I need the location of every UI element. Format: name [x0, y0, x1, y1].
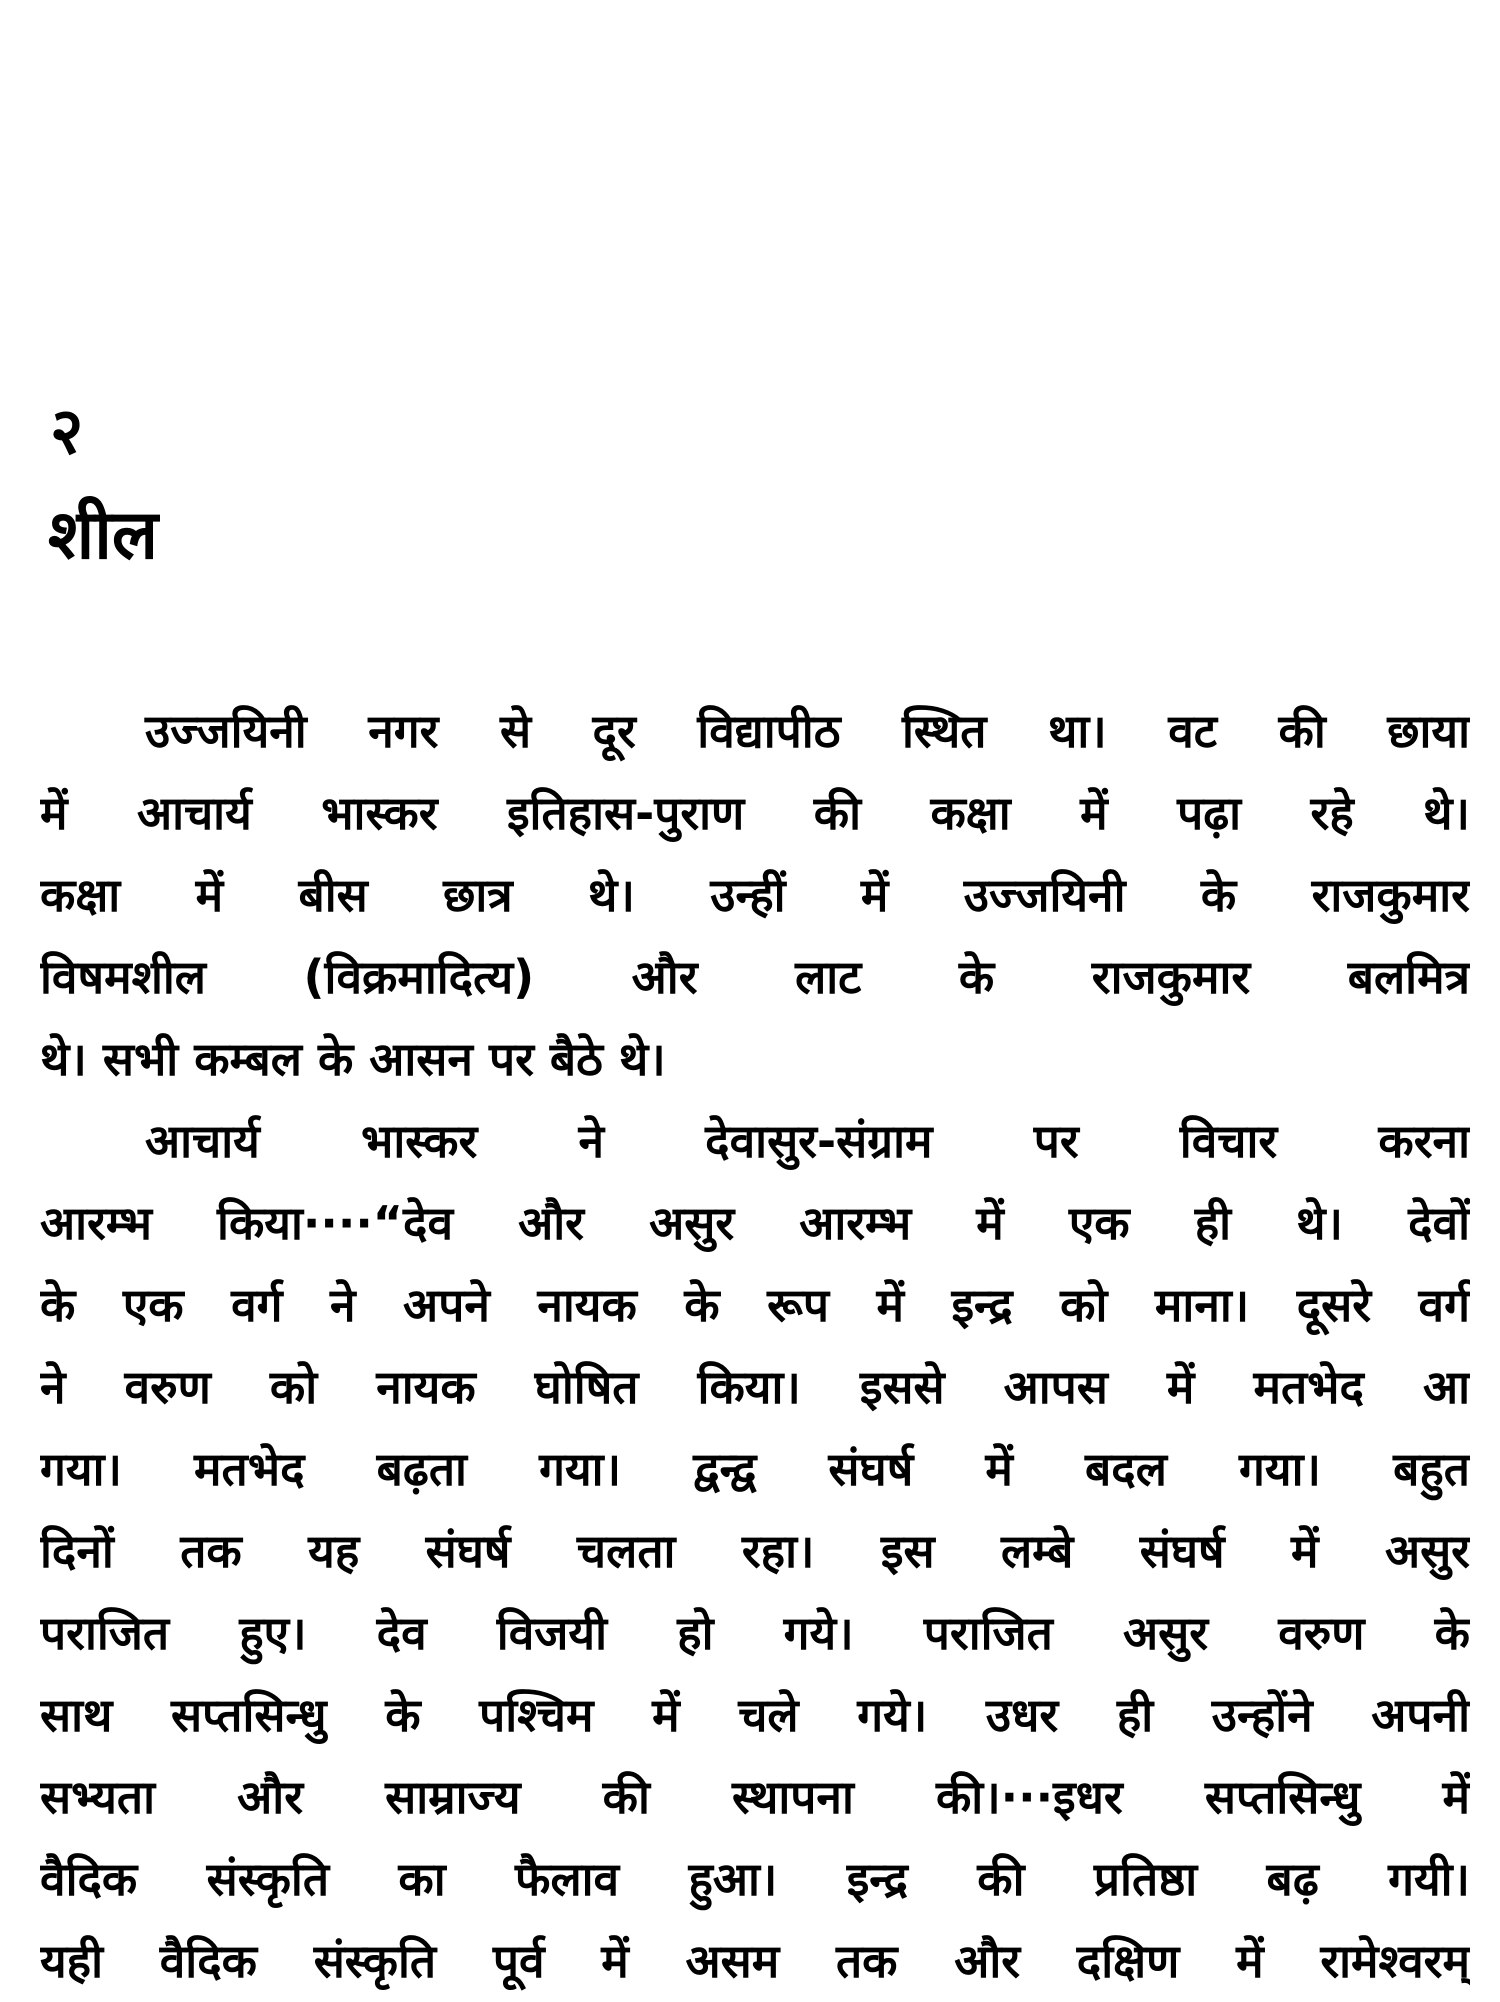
chapter-title: शील: [48, 496, 158, 575]
text-line: वैदिक संस्कृति का फैलाव हुआ। इन्द्र की प्रतिष्ठा बढ़ गयी।: [40, 1852, 1470, 1906]
text-line: ने वरुण को नायक घोषित किया। इससे आपस में मतभेद आ: [40, 1360, 1470, 1414]
body-text: [40, 690, 1470, 2002]
chapter-number: २: [50, 395, 84, 469]
text-line: विषमशील (विक्रमादित्य) और लाट के राजकुमार बलमित्र: [40, 950, 1470, 1004]
text-line: आचार्य भास्कर ने देवासुर-संग्राम पर विचार करना: [145, 1114, 1470, 1168]
text-line: पराजित हुए। देव विजयी हो गये। पराजित असुर वरुण के: [40, 1606, 1470, 1660]
text-line: थे। सभी कम्बल के आसन पर बैठे थे।: [40, 1032, 666, 1086]
text-line: में आचार्य भास्कर इतिहास-पुराण की कक्षा में पढ़ा रहे थे।: [40, 786, 1470, 840]
text-line: साथ सप्तसिन्धु के पश्चिम में चले गये। उधर ही उन्होंने अपनी: [40, 1688, 1470, 1742]
text-line: गया। मतभेद बढ़ता गया। द्वन्द्व संघर्ष में बदल गया। बहुत: [40, 1442, 1470, 1496]
text-line: उज्जयिनी नगर से दूर विद्यापीठ स्थित था। वट की छाया: [145, 704, 1470, 758]
text-line: दिनों तक यह संघर्ष चलता रहा। इस लम्बे संघर्ष में असुर: [40, 1524, 1470, 1578]
text-line: यही वैदिक संस्कृति पूर्व में असम तक और दक्षिण में रामेश्वरम्: [40, 1934, 1470, 1988]
text-line: के एक वर्ग ने अपने नायक के रूप में इन्द्र को माना। दूसरे वर्ग: [40, 1278, 1470, 1332]
text-line: सभ्यता और साम्राज्य की स्थापना की।···इधर सप्तसिन्धु में: [40, 1770, 1470, 1824]
text-line: आरम्भ किया····“देव और असुर आरम्भ में एक ही थे। देवों: [40, 1196, 1470, 1250]
text-line: कक्षा में बीस छात्र थे। उन्हीं में उज्जयिनी के राजकुमार: [40, 868, 1470, 922]
